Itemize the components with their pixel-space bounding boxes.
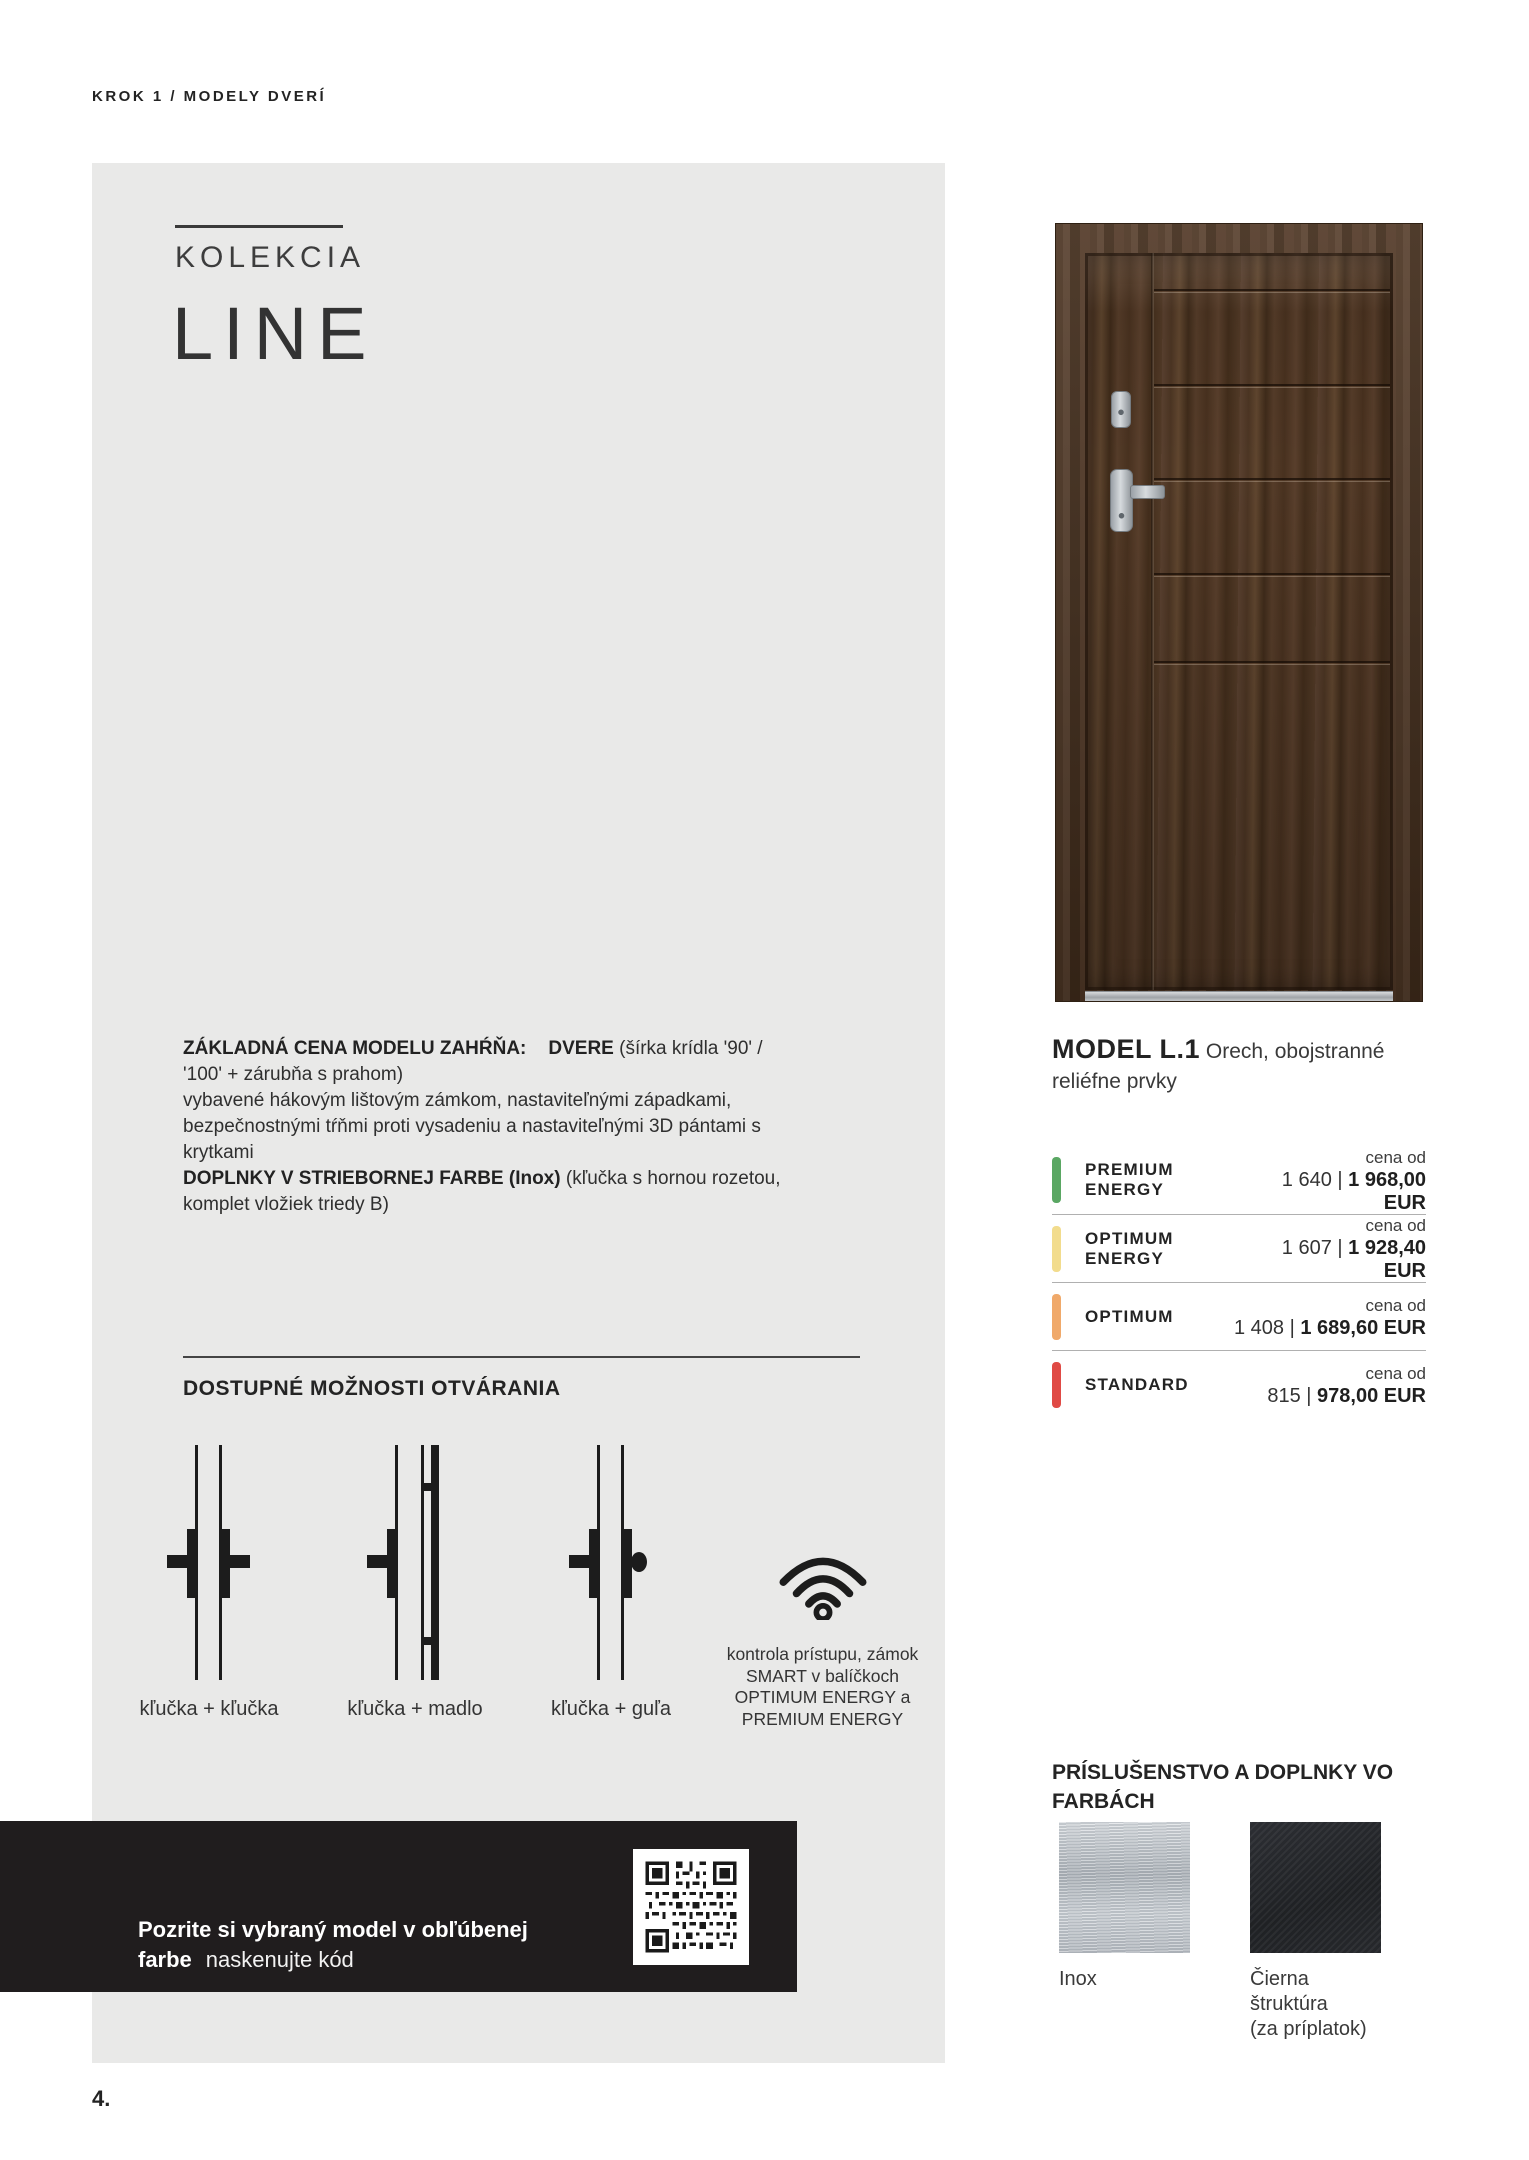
door-handle-plate xyxy=(1110,469,1133,532)
door-stile-groove xyxy=(1151,253,1154,990)
black-structure-swatch-image xyxy=(1250,1822,1381,1953)
opening-option-label: kľučka + madlo xyxy=(347,1698,483,1720)
door-groove xyxy=(1154,289,1390,293)
door-lock-cylinder xyxy=(1111,391,1131,428)
banner-line2-text: naskenujte kód xyxy=(205,1947,354,1972)
door-handle-lever xyxy=(1130,485,1165,499)
swatch-black-structure xyxy=(1250,1822,1381,2042)
description-intro-bold: ZÁKLADNÁ CENA MODELU ZAHŔŇA: xyxy=(183,1038,527,1059)
accessories-title: PRÍSLUŠENSTVO A DOPLNKY VO FARBÁCH xyxy=(1052,1761,1394,1813)
price-from-label: cena od xyxy=(1365,1216,1426,1235)
tier-price: 1 607 | 1 928,40 EUR xyxy=(1281,1237,1426,1282)
qr-code xyxy=(633,1849,749,1965)
collection-name: LINE xyxy=(172,292,377,375)
smart-access-caption: kontrola prístupu, zámok SMART v balíčkoch OPTIMUM ENERGY a PREMIUM ENERGY xyxy=(726,1644,919,1729)
price-from-label: cena od xyxy=(1365,1295,1426,1315)
wifi-icon xyxy=(710,1550,935,1620)
tier-price: 1 640 | 1 968,00 EUR xyxy=(1281,1168,1426,1214)
door-groove xyxy=(1154,384,1390,388)
collection-label: KOLEKCIA xyxy=(175,241,366,274)
inox-swatch-image xyxy=(1059,1822,1190,1953)
opening-option-label: kľučka + guľa xyxy=(550,1698,672,1720)
tier-amount-eur: 978,00 EUR xyxy=(1317,1384,1426,1407)
door-groove xyxy=(1154,573,1390,577)
breadcrumb: KROK 1 / MODELY DVERÍ xyxy=(92,88,327,105)
accessories-swatches xyxy=(1059,1822,1439,2042)
swatch-label: Inox xyxy=(1059,1968,1097,1990)
handle-plus-handle-icon xyxy=(114,1445,304,1680)
opening-section-rule xyxy=(183,1356,860,1358)
price-tier-premium-energy xyxy=(1052,1146,1426,1214)
handle-plus-pullbar-icon xyxy=(320,1445,510,1680)
tier-amount-base: 1 408 xyxy=(1233,1316,1285,1339)
swatch-note: (za príplatok) xyxy=(1250,2018,1367,2040)
tier-amount-eur: 1 689,60 EUR xyxy=(1300,1316,1426,1339)
description-dvere-bold: DVERE xyxy=(548,1038,614,1059)
tier-color-bar xyxy=(1052,1226,1061,1272)
price-tier-optimum-energy xyxy=(1052,1214,1426,1282)
tier-name: STANDARD xyxy=(1085,1374,1189,1394)
banner-line1: Pozrite si vybraný model v obľúbenej xyxy=(138,1917,528,1942)
price-list xyxy=(1052,1146,1426,1418)
opening-section-title: DOSTUPNÉ MOŽNOSTI OTVÁRANIA xyxy=(183,1377,561,1400)
swatch-label: Čierna štruktúra xyxy=(1250,1968,1328,2015)
tier-price: 1 408 | 1 689,60 EUR xyxy=(1233,1316,1426,1339)
model-title xyxy=(1052,1034,1434,1097)
tier-name: PREMIUM ENERGY xyxy=(1085,1160,1174,1199)
description-intro-text: (šírka krídla '90' / '100' + zárubňa s prahom) xyxy=(183,1038,763,1085)
tier-amount-base: 1 640 xyxy=(1281,1168,1332,1191)
description-accessories xyxy=(183,1166,797,1218)
tier-amount-base: 1 607 xyxy=(1281,1237,1332,1259)
tier-amount-eur: 1 968,00 EUR xyxy=(1348,1168,1426,1214)
price-from-label: cena od xyxy=(1365,1363,1426,1383)
door-image xyxy=(1055,223,1423,1002)
banner-line2-bold: farbe xyxy=(138,1947,192,1972)
price-tier-optimum xyxy=(1052,1282,1426,1350)
swatch-inox xyxy=(1059,1822,1190,2042)
price-tier-standard xyxy=(1052,1350,1426,1418)
opening-option-handle-pullbar xyxy=(320,1445,510,1721)
description-accessories-text: (kľučka s hornou rozetou, komplet vložiek triedy B) xyxy=(183,1168,781,1215)
door-leaf xyxy=(1085,253,1393,990)
opening-option-label: kľučka + kľučka xyxy=(139,1698,279,1720)
opening-option-handle-handle xyxy=(114,1445,304,1721)
description-intro xyxy=(183,1036,797,1088)
opening-option-handle-knob xyxy=(516,1445,706,1721)
door-threshold xyxy=(1085,991,1393,1001)
door-groove xyxy=(1154,661,1390,665)
tier-color-bar xyxy=(1052,1157,1061,1203)
tier-amount-base: 815 xyxy=(1267,1384,1301,1407)
tier-name: OPTIMUM xyxy=(1085,1306,1174,1326)
description-features: vybavené hákovým lištovým zámkom, nastaviteľnými západkami, bezpečnostnými tŕňmi proti vysadeniu a nastaviteľnými 3D pántami s krytkami xyxy=(183,1090,761,1163)
tier-amount-eur: 1 928,40 EUR xyxy=(1348,1237,1426,1282)
collection-rule xyxy=(175,225,343,228)
base-price-description xyxy=(183,1036,797,1218)
qr-banner-text xyxy=(138,1915,528,1975)
tier-price: 815 | 978,00 EUR xyxy=(1267,1384,1426,1407)
collection-panel xyxy=(92,163,945,2063)
description-accessories-bold: DOPLNKY V STRIEBORNEJ FARBE (Inox) xyxy=(183,1168,561,1189)
door-groove xyxy=(1154,478,1390,482)
tier-name: OPTIMUM ENERGY xyxy=(1085,1228,1174,1268)
page-number: 4. xyxy=(92,2086,111,2111)
price-from-label: cena od xyxy=(1365,1147,1426,1167)
tier-color-bar xyxy=(1052,1294,1061,1340)
qr-banner xyxy=(0,1821,797,1992)
smart-access-option xyxy=(710,1445,935,1730)
tier-color-bar xyxy=(1052,1362,1061,1408)
handle-plus-knob-icon xyxy=(516,1445,706,1680)
model-name: MODEL L.1 xyxy=(1052,1034,1201,1064)
model-finish: Orech, obojstranné reliéfne prvky xyxy=(1052,1040,1385,1093)
